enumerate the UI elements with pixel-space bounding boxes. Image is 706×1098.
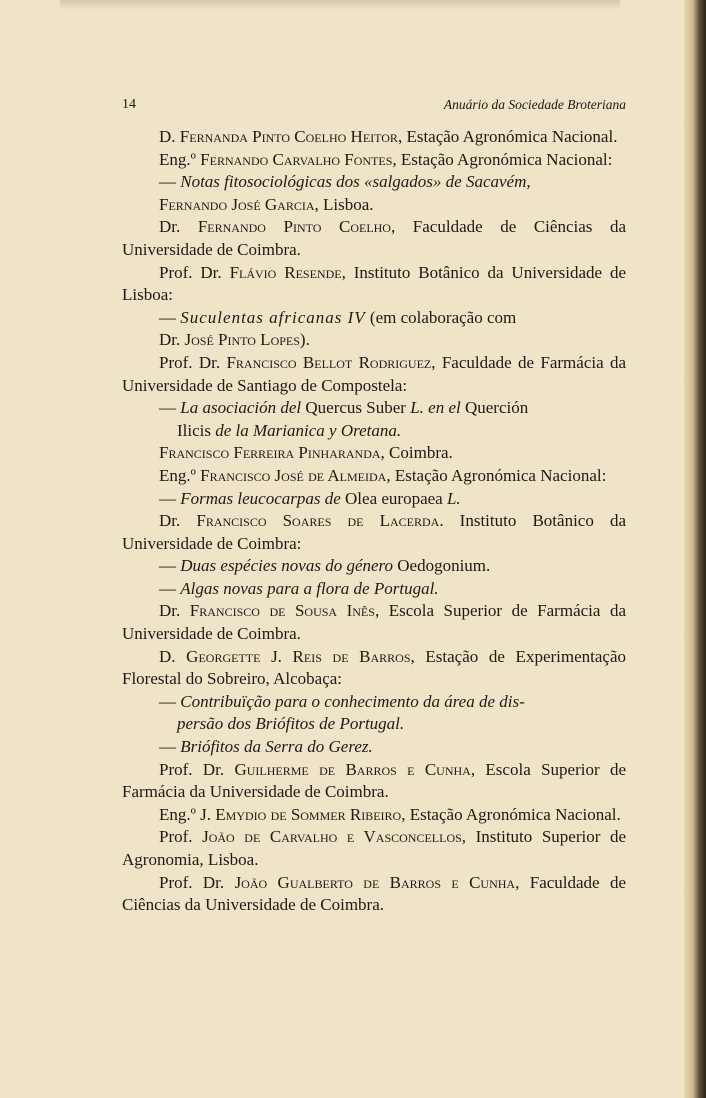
member-name: Fernanda Pinto Coelho Heitor bbox=[179, 127, 398, 146]
list-item: Fernando José Garcia, Lisboa. bbox=[159, 194, 374, 214]
publication-item: — Duas espécies novas do género Oedogonium. bbox=[159, 556, 491, 576]
page-number: 14 bbox=[122, 97, 136, 112]
member-name: Francisco Bellot Rodriguez bbox=[226, 352, 432, 372]
list-item: Eng.º Fernando Carvalho Fontes, Estação Agronómica Nacional: bbox=[159, 149, 613, 169]
member-name: João de Carvalho e Vasconcellos bbox=[202, 827, 462, 847]
member-name: Francisco de Sousa Inês bbox=[189, 601, 375, 621]
member-name: Fernando Carvalho Fontes bbox=[200, 149, 393, 169]
list-item: Dr. Fernando Pinto Coelho, Faculdade de Ciências da Universidade de Coimbra. bbox=[122, 217, 626, 259]
member-name: Fernando José Garcia bbox=[159, 194, 315, 214]
member-name: Flávio Resende bbox=[229, 262, 342, 282]
paper-stain bbox=[60, 0, 620, 10]
list-item: D. Georgette J. Reis de Barros, Estação de Experimentação Florestal do Sobreiro, Alcobaça: bbox=[122, 646, 626, 689]
page-header bbox=[122, 97, 626, 117]
running-title: Anuário da Sociedade Broteriana bbox=[443, 97, 626, 112]
publication-item: — Briófitos da Serra do Gerez. bbox=[159, 737, 373, 757]
publication-item: — Suculentas africanas IV (em colaboração com Dr. José Pinto Lopes). bbox=[159, 307, 517, 350]
publication-item: — Notas fitosociológicas dos «salgados» de Sacavém, bbox=[159, 172, 531, 192]
list-item: Eng.º Francisco José de Almeida, Estação Agronómica Nacional: bbox=[159, 465, 607, 485]
list-item: Dr. Francisco de Sousa Inês, Escola Superior de Farmácia da Universidade de Coimbra. bbox=[122, 601, 626, 644]
member-list bbox=[122, 126, 626, 917]
list-item: Prof. Dr. Francisco Bellot Rodriguez, Faculdade de Farmácia da Universidade de Santiago de Compostela: bbox=[122, 352, 627, 395]
member-name: Fernando Pinto Coelho bbox=[197, 217, 391, 237]
publication-item: — Formas leucocarpas de Olea europaea L. bbox=[159, 488, 461, 508]
list-item: Prof. Dr. Flávio Resende, Instituto Botânico da Universidade de Lisboa: bbox=[122, 262, 626, 305]
member-name: Francisco Soares de Lacerda bbox=[196, 511, 440, 531]
book-spine-edge bbox=[684, 0, 706, 1098]
member-name: Guilherme de Barros e Cunha bbox=[234, 759, 471, 779]
publication-item: — La asociación del Quercus Suber L. en el Querción Ilicis de la Marianica y Oretana. bbox=[159, 398, 529, 440]
member-name: Francisco José de Almeida bbox=[200, 465, 387, 485]
list-item: Prof. João de Carvalho e Vasconcellos, Instituto Superior de Agronomia, Lisboa. bbox=[122, 827, 627, 869]
list-item: D. Fernanda Pinto Coelho Heitor, Estação Agronómica Nacional. bbox=[159, 127, 618, 146]
member-name: Francisco Ferreira Pinharanda bbox=[159, 443, 381, 463]
member-name: João Gualberto de Barros e Cunha bbox=[234, 872, 516, 892]
member-name: J. Emydio de Sommer Ribeiro bbox=[200, 804, 402, 824]
member-name: Georgette J. Reis de Barros bbox=[186, 646, 411, 666]
list-item: Francisco Ferreira Pinharanda, Coimbra. bbox=[159, 443, 453, 463]
list-item: Dr. Francisco Soares de Lacerda. Instituto Botânico da Universidade de Coimbra: bbox=[122, 511, 626, 553]
publication-item: — Contribuïção para o conhecimento da área de dis- persão dos Briófitos de Portugal. bbox=[159, 691, 525, 734]
list-item: Prof. Dr. Guilherme de Barros e Cunha, Escola Superior de Farmácia da Universidade de Coimbra. bbox=[122, 759, 627, 802]
list-item: Eng.º J. Emydio de Sommer Ribeiro, Estação Agronómica Nacional. bbox=[159, 804, 621, 824]
list-item: Prof. Dr. João Gualberto de Barros e Cunha, Faculdade de Ciências da Universidade de Coimbra. bbox=[122, 872, 627, 915]
publication-item: — Algas novas para a flora de Portugal. bbox=[159, 578, 439, 598]
